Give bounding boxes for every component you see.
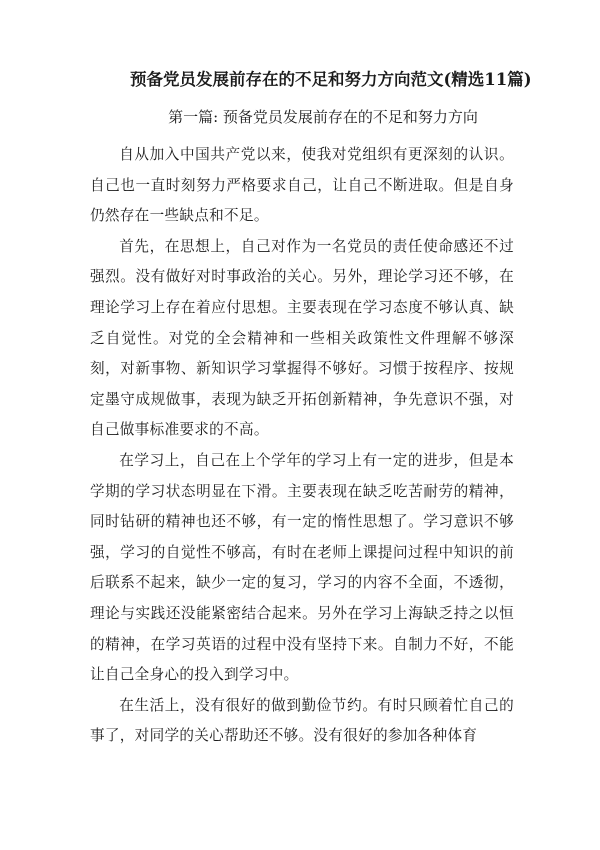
paragraph-life: 在生活上，没有很好的做到勤俭节约。有时只顾着忙自己的事了，对同学的关心帮助还不够。没有很好的参加各种体育 [90, 696, 514, 745]
paragraph-thought: 首先，在思想上，自己对作为一名党员的责任使命感还不过强烈。没有做好对时事政治的关心。另外，理论学习还不够，在理论学习上存在着应付思想。主要表现在学习态度不够认真、缺乏自觉性。对党的全会精神和一些相关政策性文件理解不够深刻，对新事物、新知识学习掌握得不够好。习惯于按程序、按规定墨守成规做事，表现为缺乏开拓创新精神，争先意识不强，对自己做事标准要求的不高。 [90, 237, 514, 439]
section-title: 第一篇: 预备党员发展前存在的不足和努力方向 [168, 108, 478, 126]
document-title: 预备党员发展前存在的不足和努力方向范文(精选11篇) [130, 70, 532, 89]
paragraph-intro: 自从加入中国共产党以来，使我对党组织有更深刻的认识。自己也一直时刻努力严格要求自己，让自己不断进取。但是自身仍然存在一些缺点和不足。 [90, 146, 514, 225]
paragraph-study: 在学习上，自己在上个学年的学习上有一定的进步，但是本学期的学习状态明显在下滑。主要表现在缺乏吃苦耐劳的精神，同时钻研的精神也还不够，有一定的惰性思想了。学习意识不够强，学习的自觉性不够高，有时在老师上课提问过程中知识的前后联系不起来，缺少一定的复习，学习的内容不全面，不透彻，理论与实践还没能紧密结合起来。另外在学习上海缺乏持之以恒的精神，在学习英语的过程中没有坚持下来。自制力不好，不能让自己全身心的投入到学习中。 [90, 451, 514, 684]
document-body [90, 140, 514, 752]
